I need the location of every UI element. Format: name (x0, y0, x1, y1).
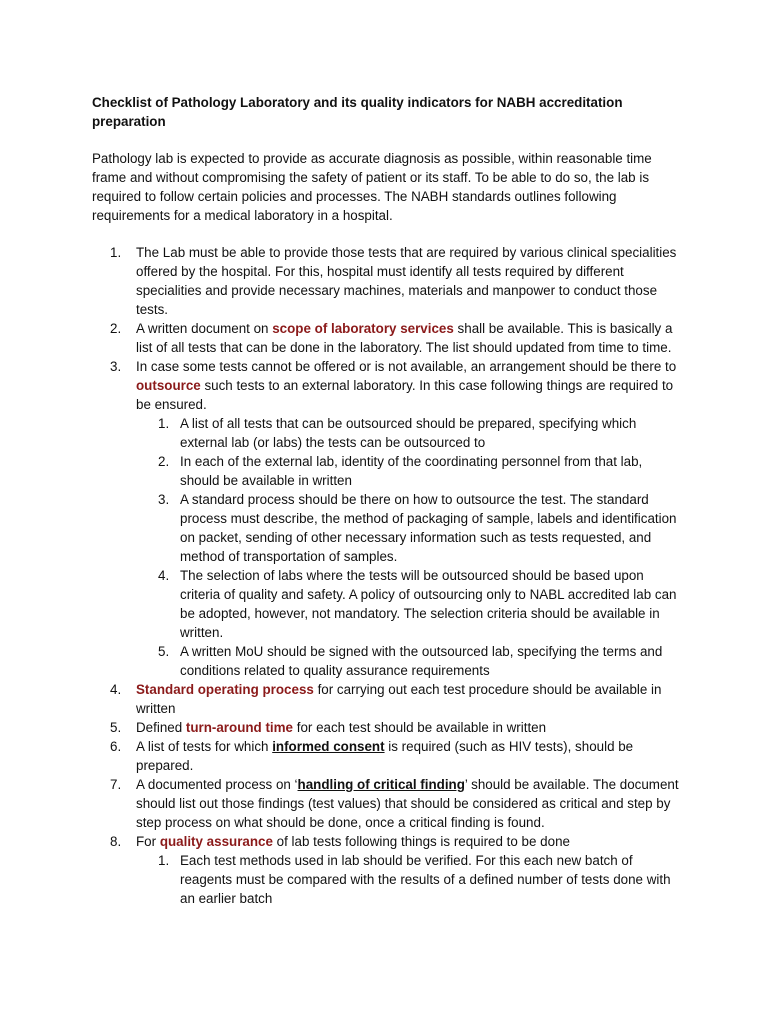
quality-assurance-sublist (136, 851, 682, 908)
list-item-text: Defined (136, 720, 186, 735)
list-number: 3. (110, 359, 122, 374)
list-item-text: In case some tests cannot be offered or is not available, an arrangement should be there to (136, 359, 677, 374)
sub-list-item (136, 642, 682, 680)
sub-list-number: 1. (158, 416, 170, 431)
sub-list-item (136, 566, 682, 642)
list-item-text: for carrying out each test procedure should be available in written (136, 682, 662, 716)
sub-list-item (136, 452, 682, 490)
highlight-handling-of-critical-finding: handling of critical finding (297, 777, 465, 792)
document-title: Checklist of Pathology Laboratory and its quality indicators for NABH accreditation preparation (92, 95, 623, 129)
sub-list-number: 4. (158, 568, 170, 583)
highlight-standard-operating-process: Standard operating process (136, 682, 314, 697)
list-item (92, 680, 682, 718)
list-item (92, 832, 682, 908)
sub-list-item-text: A written MoU should be signed with the outsourced lab, specifying the terms and conditions related to quality assurance requirements (180, 644, 663, 678)
list-item-text: For (136, 834, 160, 849)
list-item-text: such tests to an external laboratory. In this case following things are required to be ensured. (136, 378, 674, 412)
sub-list-item (136, 490, 682, 566)
list-item-text: ’ should be available. The document should list out those findings (test values) that should be considered as critical and step by step process on what should be done, once a critical finding is found. (136, 777, 679, 830)
list-item-text: shall be available. This is basically a list of all tests that can be done in the laboratory. The list should updated from time to time. (136, 321, 673, 355)
list-number: 2. (110, 321, 122, 336)
sub-list-item-text: A list of all tests that can be outsourced should be prepared, specifying which external lab (or labs) the tests can be outsourced to (180, 416, 637, 450)
list-item (92, 243, 682, 319)
list-number: 4. (110, 682, 122, 697)
list-number: 8. (110, 834, 122, 849)
list-item-text: The Lab must be able to provide those tests that are required by various clinical specialities offered by the hospital. For this, hospital must identify all tests required by different specialities and provide necessary machines, materials and manpower to conduct those tests. (136, 245, 677, 317)
list-item (92, 357, 682, 680)
highlight-informed-consent: informed consent (272, 739, 385, 754)
list-item-text: A documented process on ‘ (136, 777, 298, 792)
list-number: 5. (110, 720, 122, 735)
sub-list-item-text: The selection of labs where the tests will be outsourced should be based upon criteria of quality and safety. A policy of outsourcing only to NABL accredited lab can be adopted, however, not mandatory. The selection criteria should be available in written. (180, 568, 677, 640)
sub-list-item (136, 414, 682, 452)
sub-list-item-text: In each of the external lab, identity of the coordinating personnel from that lab, should be available in written (180, 454, 643, 488)
document-page (92, 93, 682, 908)
list-item (92, 775, 682, 832)
sub-list-item-text: A standard process should be there on how to outsource the test. The standard process must describe, the method of packaging of sample, labels and identification on packet, sending of other necessary information such as tests requested, and method of transportation of samples. (180, 492, 677, 564)
sub-list-item (136, 851, 682, 908)
outsourcing-sublist (136, 414, 682, 680)
list-number: 7. (110, 777, 122, 792)
sub-list-number: 3. (158, 492, 170, 507)
list-number: 6. (110, 739, 122, 754)
list-item (92, 319, 682, 357)
highlight-quality-assurance: quality assurance (159, 834, 273, 849)
sub-list-number: 5. (158, 644, 170, 659)
list-item (92, 737, 682, 775)
sub-list-item-text: Each test methods used in lab should be verified. For this each new batch of reagents must be compared with the results of a defined number of tests done with an earlier batch (180, 853, 671, 906)
list-number: 1. (110, 245, 122, 260)
highlight-turn-around-time: turn-around time (185, 720, 293, 735)
highlight-outsource: outsource (136, 378, 201, 393)
list-item (92, 718, 682, 737)
requirements-list (92, 243, 682, 908)
list-item-text: A written document on (136, 321, 273, 336)
list-item-text: for each test should be available in written (293, 720, 547, 735)
list-item-text: A list of tests for which (136, 739, 273, 754)
sub-list-number: 2. (158, 454, 170, 469)
highlight-scope-of-laboratory-services: scope of laboratory services (272, 321, 454, 336)
list-item-text: is required (such as HIV tests), should be prepared. (136, 739, 634, 773)
sub-list-number: 1. (158, 853, 170, 868)
list-item-text: of lab tests following things is required to be done (272, 834, 570, 849)
intro-paragraph: Pathology lab is expected to provide as accurate diagnosis as possible, within reasonable time frame and without compromising the safety of patient or its staff. To be able to do so, the lab is required to follow certain policies and processes. The NABH standards outlines following requirements for a medical laboratory in a hospital. (92, 151, 652, 223)
